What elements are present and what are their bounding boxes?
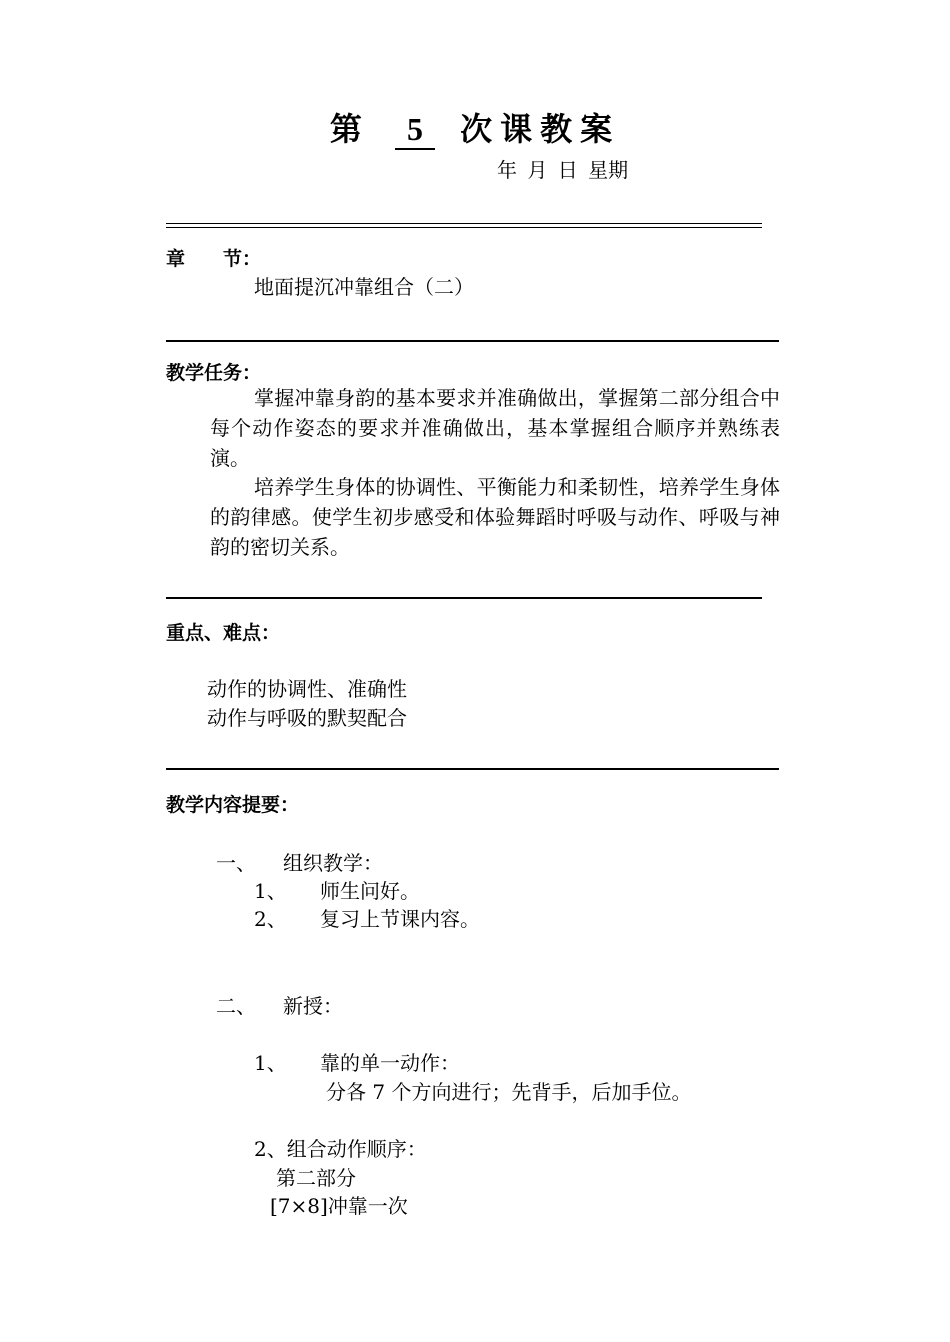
section2-item1-number: 1、 xyxy=(254,1051,287,1075)
key-point-item: 动作与呼吸的默契配合 xyxy=(207,706,407,730)
divider-key-points xyxy=(166,768,779,770)
title-suffix: 次课教案 xyxy=(460,110,621,148)
section2-sequence: [7×8]冲靠一次 xyxy=(270,1194,408,1218)
section1-item-text: 师生问好。 xyxy=(320,879,420,903)
key-point-item: 动作的协调性、准确性 xyxy=(207,677,407,701)
section1-item-number: 2、 xyxy=(254,907,287,931)
section2-item2: 2、组合动作顺序： xyxy=(254,1137,427,1161)
task-paragraph-1: 掌握冲靠身韵的基本要求并准确做出，掌握第二部分组合中每个动作姿态的要求并准确做出，基本掌握组合顺序并熟练表演。 xyxy=(210,386,780,470)
task-paragraph-2: 培养学生身体的协调性、平衡能力和柔韧性，培养学生身体的韵律感。使学生初步感受和体验舞蹈时呼吸与动作、呼吸与神韵的密切关系。 xyxy=(210,475,780,559)
section2-item1-text: 靠的单一动作： xyxy=(320,1051,460,1075)
task-label: 教学任务： xyxy=(166,362,262,384)
section2-number: 二、 xyxy=(216,994,256,1018)
section2-part: 第二部分 xyxy=(276,1166,356,1190)
chapter-label: 章 节： xyxy=(166,248,262,270)
chapter-content: 地面提沉冲靠组合（二） xyxy=(254,275,474,299)
content-label: 教学内容提要： xyxy=(166,794,300,816)
section1-title: 组织教学： xyxy=(283,851,383,875)
section2-item1-detail: 分各 7 个方向进行；先背手，后加手位。 xyxy=(326,1080,692,1104)
lesson-number: 5 xyxy=(395,111,435,150)
title-prefix: 第 xyxy=(329,110,370,148)
lesson-title xyxy=(0,104,950,150)
divider-task xyxy=(166,597,762,599)
divider-chapter xyxy=(166,340,779,342)
section1-number: 一、 xyxy=(216,851,256,875)
divider-top-second xyxy=(166,227,762,228)
date-line: 年 月 日 星期 xyxy=(497,158,629,182)
section2-title: 新授： xyxy=(283,994,343,1018)
section1-item-text: 复习上节课内容。 xyxy=(320,907,480,931)
section1-item-number: 1、 xyxy=(254,879,287,903)
key-points-label: 重点、难点： xyxy=(166,622,281,644)
divider-top xyxy=(166,223,762,224)
